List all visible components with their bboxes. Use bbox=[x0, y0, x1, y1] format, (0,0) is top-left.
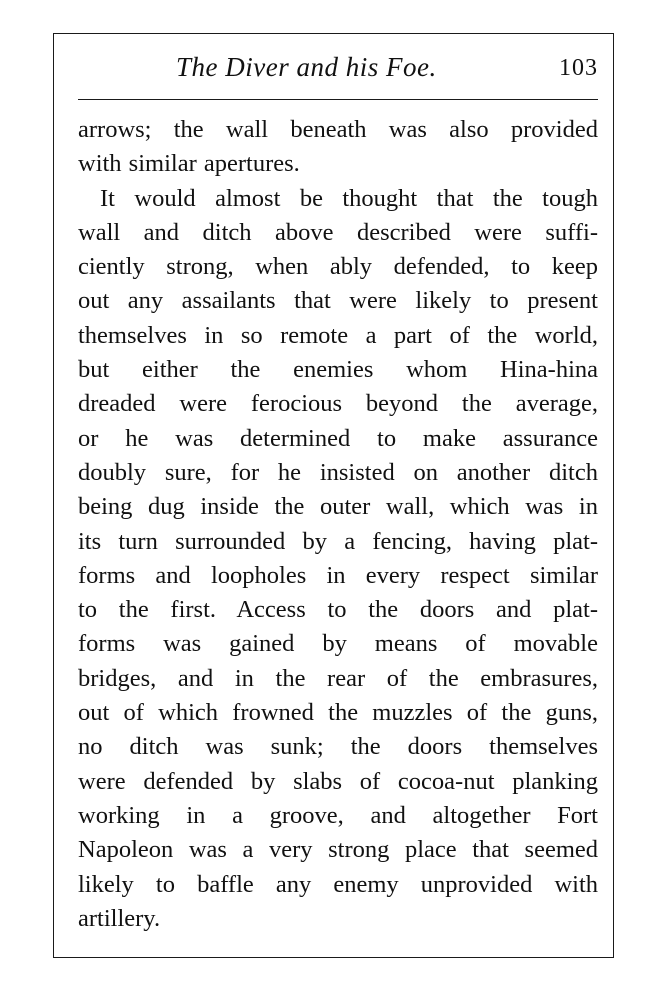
text-line: were defended by slabs of cocoa-nut planking bbox=[78, 767, 598, 795]
paragraph bbox=[78, 113, 598, 182]
text-line: but either the enemies whom Hina-hina bbox=[78, 356, 598, 384]
body-text bbox=[78, 113, 598, 936]
text-line: dreaded were ferocious beyond the average, bbox=[78, 390, 598, 418]
text-line: artillery. bbox=[78, 904, 161, 932]
text-line: no ditch was sunk; the doors themselves bbox=[78, 733, 598, 761]
text-line: with similar apertures. bbox=[78, 150, 300, 178]
header-rule bbox=[78, 99, 598, 100]
text-line: arrows; the wall beneath was also provided bbox=[78, 116, 598, 143]
text-line: out of which frowned the muzzles of the guns, bbox=[78, 699, 598, 727]
text-line: forms was gained by means of movable bbox=[78, 630, 598, 658]
text-line: It would almost be thought that the tough bbox=[100, 184, 598, 212]
text-line: its turn surrounded by a fencing, having plat- bbox=[78, 527, 598, 555]
page-header bbox=[78, 52, 598, 92]
page-number: 103 bbox=[559, 55, 598, 81]
text-line: likely to baffle any enemy unprovided with bbox=[78, 870, 598, 898]
text-line: ciently strong, when ably defended, to keep bbox=[78, 253, 598, 281]
text-line: doubly sure, for he insisted on another ditch bbox=[78, 458, 598, 486]
text-line: Napoleon was a very strong place that seemed bbox=[78, 836, 598, 864]
text-line: being dug inside the outer wall, which was in bbox=[78, 493, 598, 521]
text-line: wall and ditch above described were suffi- bbox=[78, 218, 598, 246]
text-line: or he was determined to make assurance bbox=[78, 424, 598, 452]
text-line: to the first. Access to the doors and plat- bbox=[78, 596, 598, 624]
running-title: The Diver and his Foe. bbox=[176, 52, 437, 82]
paragraph bbox=[78, 182, 598, 937]
text-line: forms and loopholes in every respect similar bbox=[78, 561, 598, 589]
text-line: out any assailants that were likely to present bbox=[78, 287, 598, 315]
text-line: themselves in so remote a part of the world, bbox=[78, 321, 598, 349]
text-line: bridges, and in the rear of the embrasures, bbox=[78, 664, 598, 692]
text-line: working in a groove, and altogether Fort bbox=[78, 801, 598, 829]
